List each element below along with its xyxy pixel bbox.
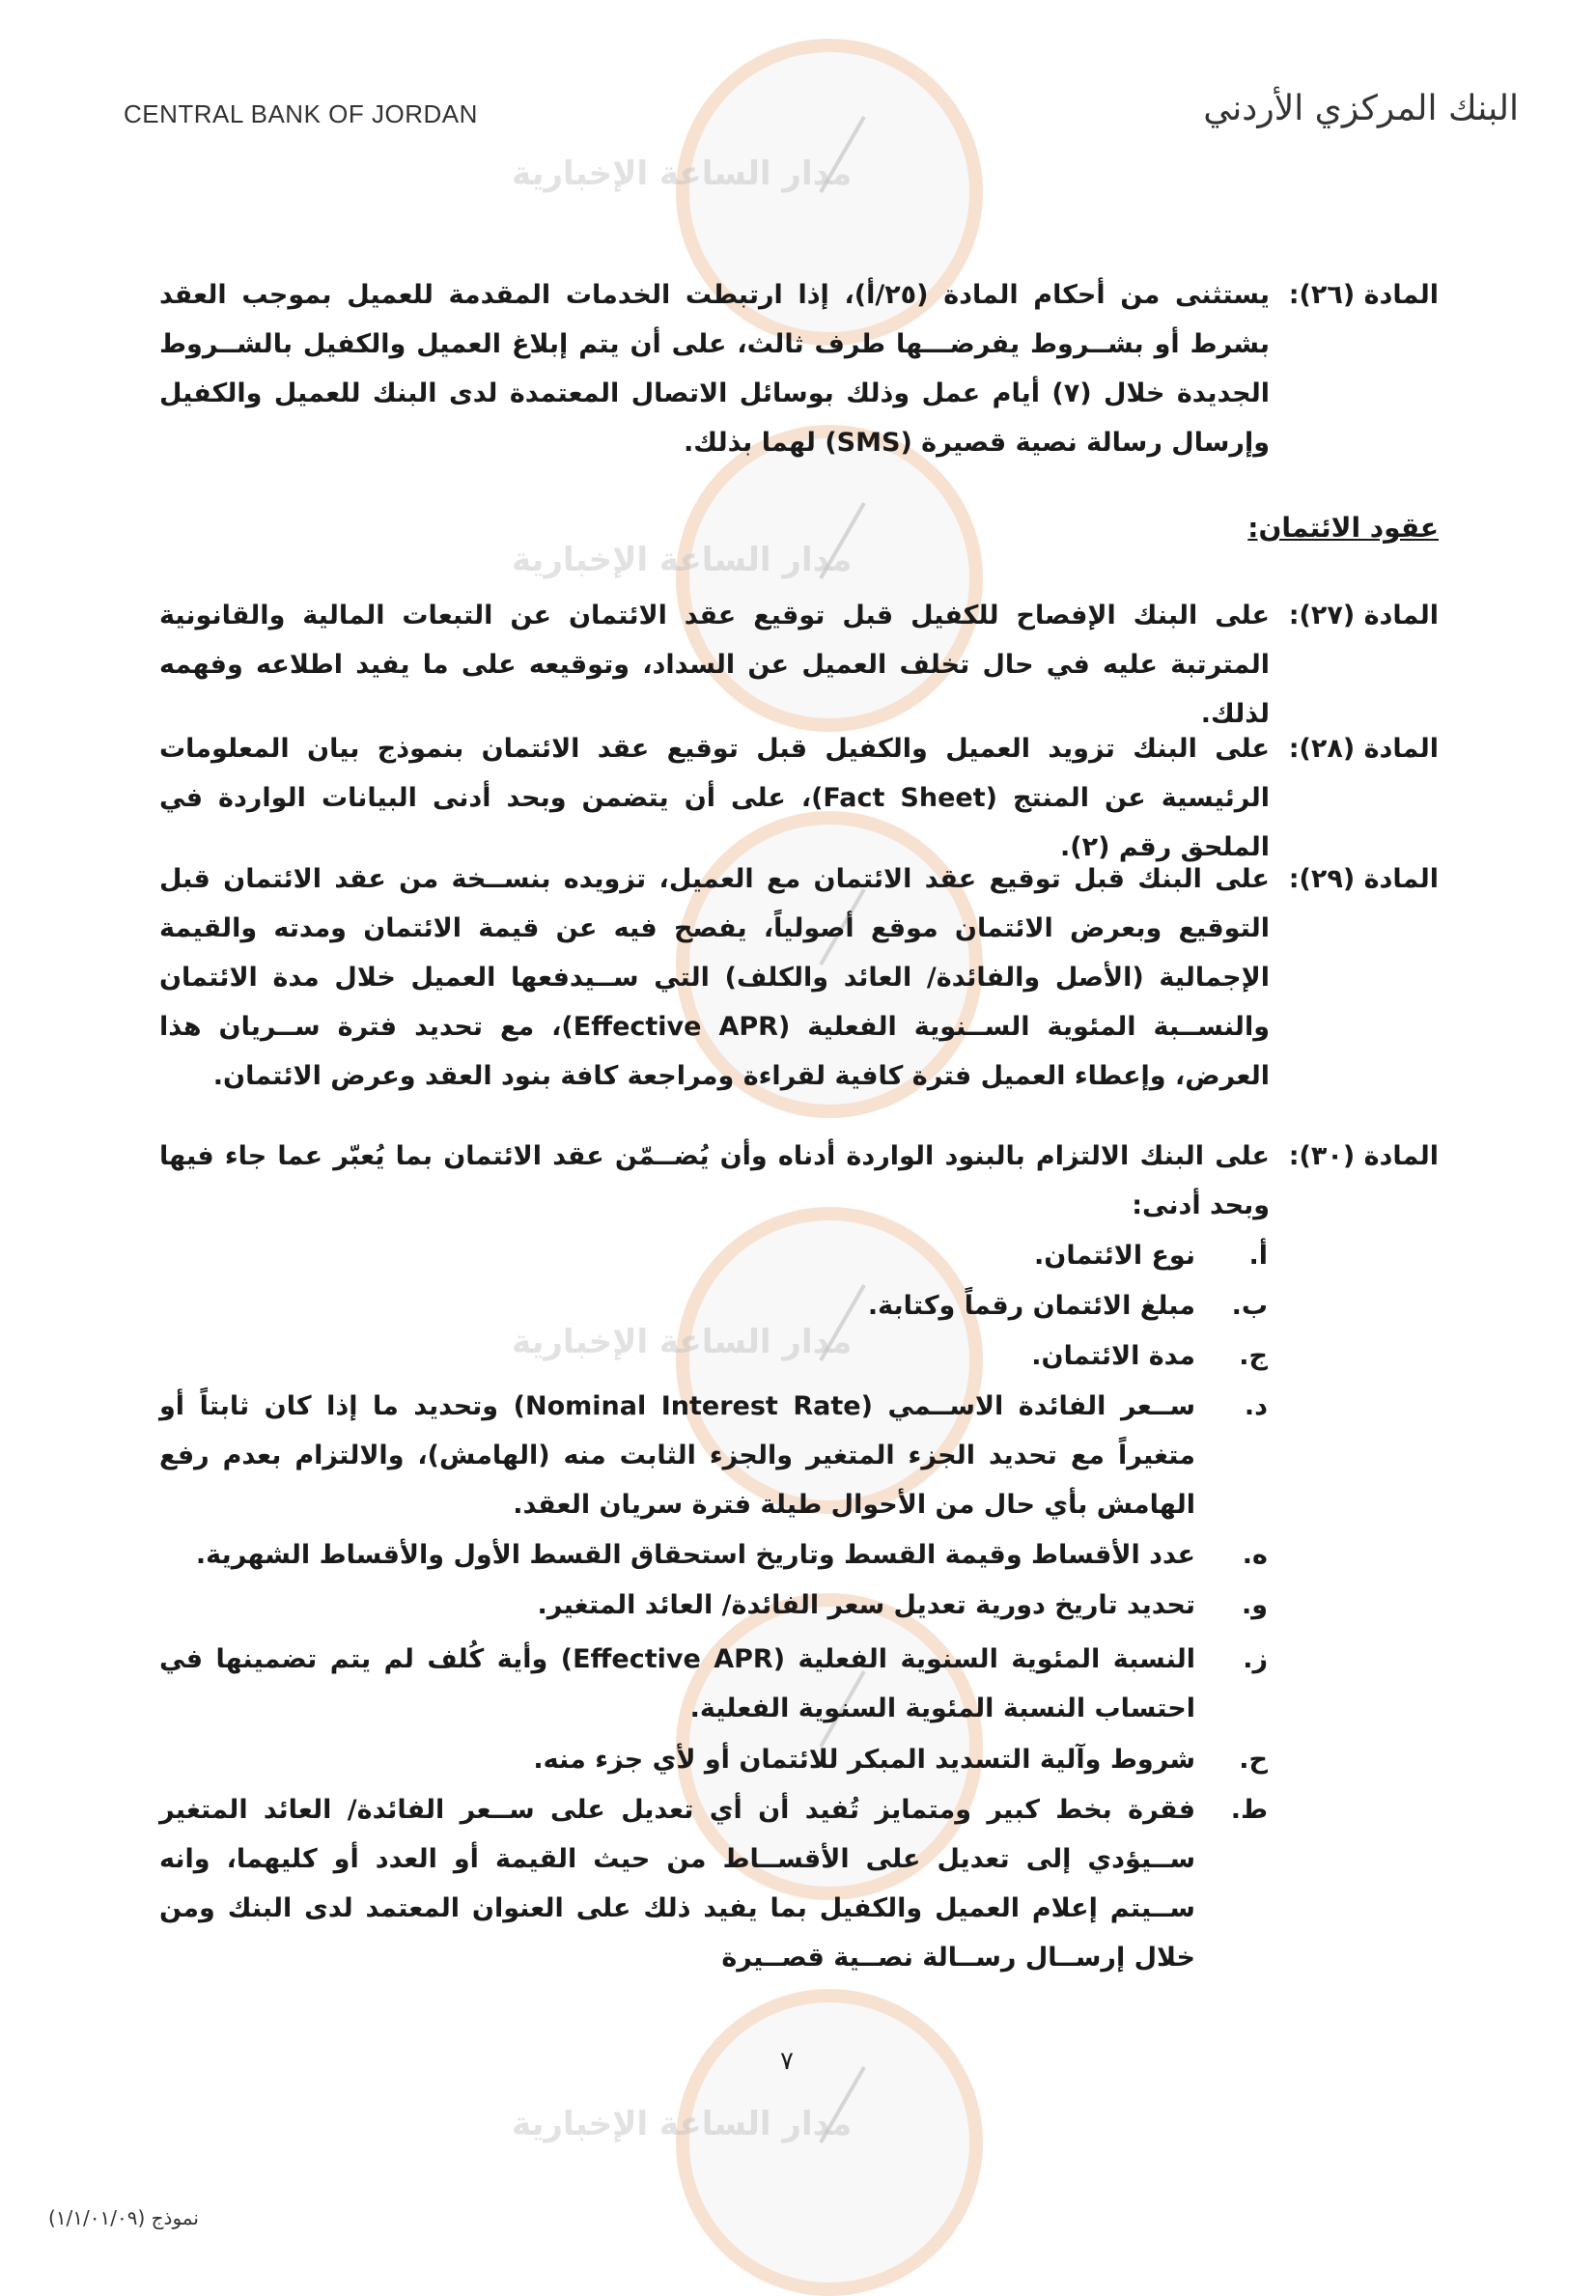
item-label: د. [1244, 1391, 1268, 1421]
list-item [159, 1581, 1268, 1630]
page-number: ٧ [780, 2047, 794, 2076]
item-text: فقرة بخط كبير ومتمايز تُفيد أن أي تعديل على ســعر الفائدة/ العائد المتغير ســيؤدي إلى تعديل على الأقســاط من حيث القيمة أو العدد أو كليهما، وانه ســيتم إعلام العميل والكفيل بما يفيد ذلك على العنوان المعتمد لدى البنك ومن خلال إرســال رســالة نصــية قصــيرة [159, 1795, 1195, 1973]
item-text: مدة الائتمان. [1031, 1341, 1195, 1371]
list-item [159, 1382, 1268, 1529]
item-text: النسبة المئوية السنوية الفعلية (Effective APR) وأية كُلف لم يتم تضمينها في احتساب النسبة المئوية السنوية الفعلية. [159, 1644, 1195, 1723]
item-label: ط. [1230, 1795, 1268, 1825]
item-label: أ. [1248, 1241, 1268, 1271]
item-text: شروط وآلية التسديد المبكر للائتمان أو لأي جزء منه. [533, 1745, 1195, 1775]
item-label: و. [1241, 1590, 1268, 1620]
item-label: ح. [1239, 1745, 1268, 1775]
article-text: على البنك تزويد العميل والكفيل قبل توقيع عقد الائتمان بنموذج بيان المعلومات الرئيسية عن المنتج (Fact Sheet)، على أن يتضمن وبحد أدنى البيانات الواردة في الملحق رقم (٢). [159, 734, 1270, 862]
article-label: المادة (٢٦): [1288, 280, 1439, 310]
article-label: المادة (٢٩): [1288, 864, 1439, 894]
list-item [159, 1281, 1268, 1330]
watermark-text: مدار الساعة الإخبارية [512, 2105, 853, 2143]
item-text: عدد الأقساط وقيمة القسط وتاريخ استحقاق القسط الأول والأقساط الشهرية. [195, 1540, 1195, 1570]
list-item [159, 1635, 1268, 1733]
form-number: نموذج (١/١/٠١/٠٩) [48, 2206, 199, 2229]
article-text: على البنك قبل توقيع عقد الائتمان مع العميل، تزويده بنســخة من عقد الائتمان قبل التوقيع وبعرض الائتمان موقع أصولياً، يفصح فيه عن قيمة الائتمان ومدته والقيمة الإجمالية (الأصل والفائدة/ العائد والكلف) التي ســيدفعها العميل خلال مدة الائتمان والنســبة المئوية الســنوية الفعلية (Effective APR)، مع تحديد فترة ســريان هذا العرض، وإعطاء العميل فترة كافية لقراءة ومراجعة كافة بنود العقد وعرض الائتمان. [159, 864, 1270, 1091]
watermark-text: مدار الساعة الإخبارية [512, 541, 853, 579]
article-30 [159, 1132, 1439, 1230]
watermark-text: مدار الساعة الإخبارية [512, 154, 853, 193]
item-text: ســعر الفائدة الاســمي (Nominal Interest Rate) وتحديد ما إذا كان ثابتاً أو متغيراً مع تحديد الجزء المتغير والجزء الثابت منه (الهامش)، والالتزام بعدم رفع الهامش بأي حال من الأحوال طيلة فترة سريان العقد. [159, 1391, 1195, 1520]
list-item [159, 1231, 1268, 1280]
list-item [159, 1785, 1268, 1982]
list-item [159, 1530, 1268, 1580]
item-label: ز. [1243, 1644, 1268, 1674]
item-label: ه. [1242, 1540, 1268, 1570]
list-item [159, 1331, 1268, 1381]
article-27 [159, 591, 1439, 739]
item-label: ج. [1239, 1341, 1268, 1371]
article-29 [159, 854, 1439, 1101]
article-label: المادة (٣٠): [1288, 1141, 1439, 1171]
item-text: مبلغ الائتمان رقماً وكتابة. [867, 1291, 1195, 1321]
item-label: ب. [1231, 1291, 1268, 1321]
watermark-clock-icon [676, 1989, 983, 2296]
item-text: تحديد تاريخ دورية تعديل سعر الفائدة/ العائد المتغير. [537, 1590, 1195, 1620]
article-label: المادة (٢٧): [1288, 601, 1439, 630]
article-28 [159, 724, 1439, 872]
article-text: يستثنى من أحكام المادة (٢٥/أ)، إذا ارتبطت الخدمات المقدمة للعميل بموجب العقد بشرط أو بشــروط يفرضـــها طرف ثالث، على أن يتم إبلاغ العميل والكفيل بالشــروط الجديدة خلال (٧) أيام عمل وذلك بوسائل الاتصال المعتمدة لدى البنك للعميل والكفيل وإرسال رسالة نصية قصيرة (SMS) لهما بذلك. [159, 280, 1270, 458]
item-text: نوع الائتمان. [1034, 1241, 1195, 1271]
section-heading: عقود الائتمان: [1247, 512, 1439, 544]
article-text: على البنك الإفصاح للكفيل قبل توقيع عقد الائتمان عن التبعات المالية والقانونية المترتبة عليه في حال تخلف العميل عن السداد، وتوقيعه على ما يفيد اطلاعه وفهمه لذلك. [159, 601, 1270, 729]
watermark-text: مدار الساعة الإخبارية [512, 1323, 853, 1361]
article-label: المادة (٢٨): [1288, 734, 1439, 764]
article-26 [159, 270, 1439, 467]
header-arabic-title: البنك المركزي الأردني [1203, 89, 1519, 128]
list-item [159, 1735, 1268, 1784]
header-english-title: CENTRAL BANK OF JORDAN [124, 99, 478, 128]
article-text: على البنك الالتزام بالبنود الواردة أدناه وأن يُضــمّن عقد الائتمان بما يُعبّر عما جاء فيها وبحد أدنى: [159, 1141, 1270, 1220]
